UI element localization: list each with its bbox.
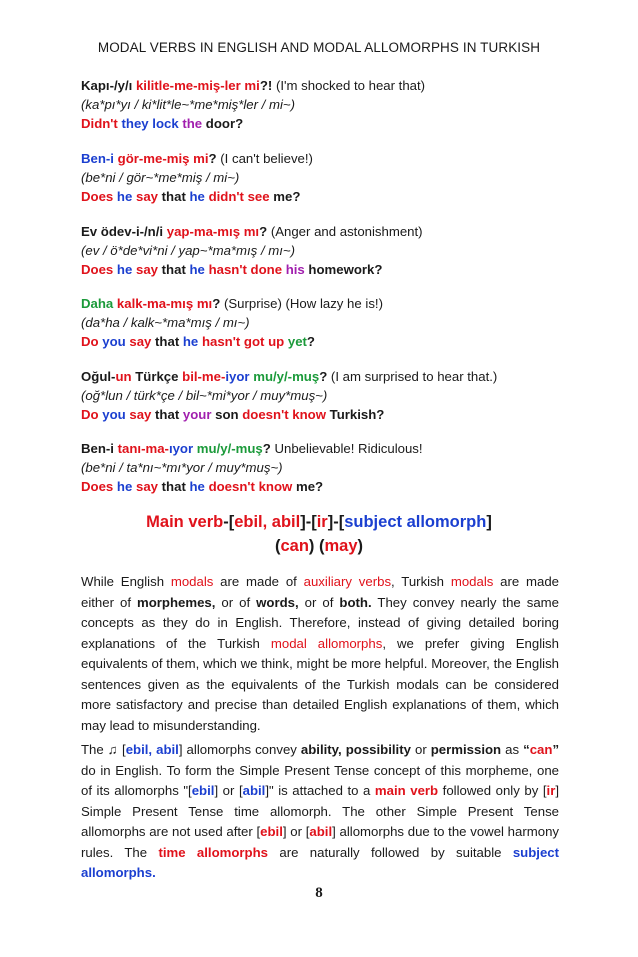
text-run: that (161, 189, 190, 204)
text-run: ] allomorphs due to the vowel harmony rules. The (81, 824, 559, 860)
text-run: ]-[ (327, 513, 345, 531)
text-run: , we prefer giving English equivalents of them, which we think, might be more helpful. Moreover, the English sentences given as the equivalents of the Turkish modals can be considered more satisfactory and precise than detailed English explanations of them, which may lead to misunderstanding. (81, 635, 559, 733)
text-run: do in English. To form the Simple Present Tense concept of this morpheme, one of its allomorphs "[ (81, 762, 559, 798)
text-run: ? (208, 151, 221, 166)
text-run: door? (205, 116, 244, 131)
turkish-sentence (81, 76, 581, 95)
text-run: are made either of (81, 574, 559, 610)
text-run: While English (81, 574, 171, 589)
text-run: doesn't know (208, 479, 296, 494)
paragraph-ebil-abil (81, 740, 559, 884)
text-run: can (280, 537, 309, 555)
text-run: (Anger and astonishment) (270, 224, 423, 239)
turkish-sentence (81, 439, 581, 458)
text-run: ] Simple Present Tense time allomorph. The other Simple Present Tense allomorphs are not used after [ (81, 783, 559, 839)
text-run: followed only by [ (438, 783, 547, 798)
text-run: ] allomorphs convey (178, 742, 301, 757)
english-translation (81, 477, 581, 496)
pronunciation: (da*ha / kalk~*ma*mış / mı~) (81, 315, 250, 330)
english-translation (81, 332, 581, 351)
text-run: subject allomorph (344, 513, 487, 531)
pronunciation: (ka*pı*yı / ki*lit*le~*me*miş*ler / mi~) (81, 97, 295, 112)
text-run: that (161, 262, 190, 277)
text-run: Does (81, 479, 117, 494)
text-run: abil (309, 824, 333, 839)
example-block (81, 439, 581, 496)
text-run: “ (523, 742, 530, 757)
text-run: -[ (223, 513, 235, 531)
text-run: you (102, 407, 130, 422)
text-run: bil-me- (182, 369, 226, 384)
text-run: ]" is attached to a (265, 783, 375, 798)
text-run: Kapı-/y/ı (81, 78, 136, 93)
text-run: his (285, 262, 309, 277)
text-run: ebil (260, 824, 283, 839)
text-run: Didn't (81, 116, 122, 131)
text-run: or of (215, 594, 257, 610)
text-run: time allomorphs (158, 844, 269, 860)
text-run: homework (308, 262, 375, 277)
heading-modals (0, 534, 638, 558)
page-number: 8 (315, 885, 323, 901)
pronunciation: (oğ*lun / türk*çe / bil~*mi*yor / muy*muş~) (81, 388, 328, 403)
text-run: They convey nearly the same concepts as they do in English. Therefore, instead of giving detailed boring explanations of the Turkish (81, 594, 559, 651)
text-run: Ev ödev-i-/n/i (81, 224, 167, 239)
text-run: me? (273, 189, 301, 204)
text-run: ] or [ (214, 783, 243, 798)
text-run: or of (298, 594, 340, 610)
text-run: doesn't know (242, 407, 330, 422)
text-run: he (189, 189, 209, 204)
english-translation (81, 405, 581, 424)
text-run: Unbelievable! Ridiculous! (274, 441, 423, 456)
text-run: ?! (259, 78, 276, 93)
text-run: hasn't done (208, 262, 286, 277)
text-run: as (501, 742, 524, 757)
text-run: say (129, 407, 156, 422)
text-run: that (155, 334, 183, 349)
text-run: he (116, 189, 136, 204)
text-run: ]-[ (300, 513, 317, 531)
turkish-sentence (81, 294, 581, 313)
text-run: ıyor (168, 441, 197, 456)
text-run: say (135, 189, 162, 204)
text-run: kalk-ma-mış mı (116, 296, 213, 311)
text-run: hasn't got up (201, 334, 288, 349)
turkish-sentence (81, 367, 581, 386)
text-run: he (116, 479, 136, 494)
example-block (81, 222, 581, 279)
text-run: (I'm shocked to hear that) (275, 78, 426, 93)
text-run: ? (319, 369, 331, 384)
text-run: abil (242, 783, 266, 798)
text-run: may (324, 537, 358, 555)
text-run: un (115, 369, 136, 384)
text-run: ) ( (308, 537, 325, 555)
text-run: Does (81, 262, 117, 277)
example-block (81, 76, 581, 133)
turkish-sentence (81, 222, 581, 241)
text-run: subject allomorphs. (81, 844, 560, 880)
text-run: ebil (191, 783, 215, 798)
text-run: can (529, 742, 553, 757)
text-run: Does (81, 189, 117, 204)
text-run: ir (316, 513, 328, 531)
text-run: you (102, 334, 130, 349)
text-run: Ben-i (81, 441, 118, 456)
text-run: are made of (213, 574, 304, 589)
text-run: tanı-ma- (117, 441, 169, 456)
text-run: ? (306, 334, 315, 349)
text-run: Oğul- (81, 369, 116, 384)
pronunciation: (be*ni / gör~*me*miş / mi~) (81, 170, 240, 185)
text-run: ? (259, 224, 271, 239)
text-run: ? (374, 262, 383, 277)
text-run: say (135, 262, 162, 277)
text-run: the (182, 116, 206, 131)
text-run: morphemes, (137, 594, 216, 610)
text-run: ? (262, 441, 275, 456)
text-run: auxiliary verbs (303, 574, 392, 589)
text-run: he (116, 262, 136, 277)
text-run: , Turkish (391, 574, 451, 589)
text-run: ] (486, 513, 492, 531)
text-run: ” (552, 742, 560, 757)
text-run: gör-me-miş mi (117, 151, 209, 166)
pronunciation: (ev / ö*de*vi*ni / yap~*ma*mış / mı~) (81, 243, 296, 258)
english-translation (81, 114, 581, 133)
text-run: ability, possibility (300, 742, 411, 757)
text-run: (I am surprised to hear that.) (330, 369, 498, 384)
text-run: words, (256, 594, 299, 610)
text-run: modals (170, 574, 214, 589)
pronunciation: (be*ni / ta*nı~*mı*yor / muy*muş~) (81, 460, 283, 475)
text-run: son (215, 407, 243, 422)
running-header: MODAL VERBS IN ENGLISH AND MODAL ALLOMORPHS IN TURKISH (97, 40, 541, 55)
text-run: modals (450, 574, 494, 589)
text-run: Ben-i (81, 151, 118, 166)
text-run: kilitle-me-miş-ler mi (135, 78, 260, 93)
text-run: ir (546, 783, 556, 798)
text-run: ? (212, 296, 224, 311)
english-translation (81, 187, 581, 206)
turkish-sentence (81, 149, 581, 168)
text-run: Do (81, 334, 103, 349)
text-run: Türkçe (135, 369, 183, 384)
text-run: that (155, 407, 183, 422)
text-run: lock (152, 116, 183, 131)
text-run: ] or [ (282, 824, 310, 839)
text-run: your (182, 407, 216, 422)
text-run: ) (357, 537, 364, 555)
text-run: he (189, 479, 209, 494)
text-run: ebil, abil (234, 513, 301, 531)
english-translation (81, 260, 581, 279)
text-run: they (121, 116, 153, 131)
text-run: permission (430, 742, 502, 757)
text-run: The ♫ [ (81, 742, 126, 757)
text-run: mu/y/-muş (196, 441, 263, 456)
text-run: say (129, 334, 156, 349)
section-heading (0, 510, 638, 558)
text-run: Turkish? (329, 407, 385, 422)
text-run: modal allomorphs (270, 635, 383, 651)
text-run: iyor (225, 369, 254, 384)
text-run: mu/y/-muş (253, 369, 320, 384)
text-run: Main verb (146, 513, 224, 531)
text-run: didn't see (208, 189, 274, 204)
text-run: he (182, 334, 202, 349)
text-run: Daha (81, 296, 117, 311)
text-run: both. (339, 594, 372, 610)
text-run: ebil, abil (125, 742, 179, 757)
text-run: are naturally followed by suitable (268, 844, 513, 860)
text-run: main verb (374, 783, 439, 798)
text-run: me? (295, 479, 324, 494)
text-run: (Surprise) (How lazy he is!) (223, 296, 383, 311)
example-block (81, 149, 581, 206)
text-run: (I can't believe!) (220, 151, 313, 166)
text-run: or (410, 742, 431, 757)
text-run: yap-ma-mış mı (166, 224, 260, 239)
text-run: yet (287, 334, 307, 349)
text-run: he (189, 262, 209, 277)
example-block (81, 294, 581, 351)
paragraph-intro (81, 572, 559, 736)
text-run: say (135, 479, 162, 494)
heading-formula (0, 510, 638, 534)
text-run: ( (274, 537, 281, 555)
text-run: Do (81, 407, 103, 422)
text-run: that (161, 479, 190, 494)
example-block (81, 367, 581, 424)
